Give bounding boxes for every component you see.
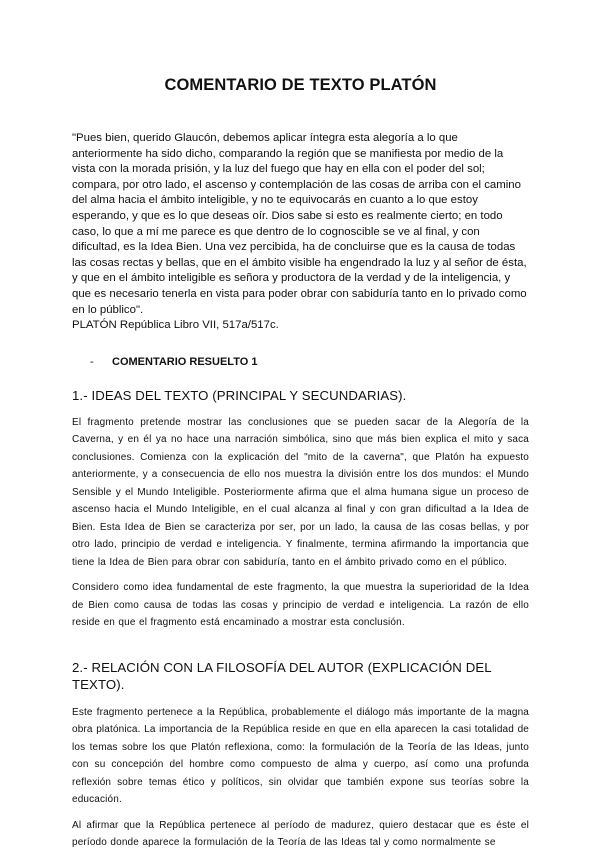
paragraph: El fragmento pretende mostrar las conclusiones que se pueden sacar de la Alegoría de la Caverna, y en él ya no hace una narración simbólica, sino que más bien explica el mito y saca conclusiones. Comienza con la explicación del "mito de la caverna", que Platón ha expuesto anteriormente, y a consecuencia de ello nos muestra la división entre los dos mundos: el Mundo Sensible y el Mundo Inteligible. Posteriormente afirma que el alma humana sigue un proceso de ascenso hacia el Mundo Inteligible, en el cual alcanza al final y con gran dificultad a la Idea de Bien. Esta Idea de Bien se caracteriza por ser, por un lado, la causa de las cosas bellas, y por otro lado, principio de verdad e inteligencia. Y finalmente, termina afirmando la importancia que tiene la Idea de Bien para obrar con sabiduría, tanto en el ámbito privado como en el público. xyxy=(72,416,529,568)
quote-source: PLATÓN República Libro VII, 517a/517c. xyxy=(72,319,279,332)
bullet-dash: - xyxy=(90,355,94,368)
document-title: COMENTARIO DE TEXTO PLATÓN xyxy=(164,76,437,94)
subsection-label: COMENTARIO RESUELTO 1 xyxy=(112,355,258,368)
section-heading-ideas: 1.- IDEAS DEL TEXTO (PRINCIPAL Y SECUNDARIAS). xyxy=(72,387,407,403)
paragraph: Este fragmento pertenece a la República, probablemente el diálogo más importante de la magna obra platónica. La importancia de la República reside en que en ella aparecen la casi totalidad de los temas sobre los que Platón reflexiona, como: la formulación de la Teoría de las Ideas, junto con su concepción del hombre como compuesto de alma y cuerpo, así como una profunda reflexión sobre temas ético y políticos, sin olvidar que también expone sus teorías sobre la educación. xyxy=(72,706,529,806)
quoted-passage: "Pues bien, querido Glaucón, debemos aplicar íntegra esta alegoría a lo que anteriormente ha sido dicho, comparando la región que se manifiesta por medio de la vista con la morada prisión, y la luz del fuego que hay en ella con el poder del sol; compara, por otro lado, el ascenso y contemplación de las cosas de arriba con el camino del alma hacia el ámbito inteligible, y no te equivocarás en cuanto a lo que estoy esperando, y que es lo que deseas oír. Dios sabe si esto es realmente cierto; en todo caso, lo que a mí me parece es que dentro de lo cognoscible se ve al final, y con dificultad, es la Idea Bien. Una vez percibida, ha de concluirse que es la causa de todas las cosas rectas y bellas, que en el ámbito visible ha engendrado la luz y al señor de ésta, y que en el ámbito inteligible es señora y productora de la verdad y de la inteligencia, y que es necesario tenerla en vista para poder obrar con sabiduría tanto en lo privado como en lo público". xyxy=(72,132,527,316)
section-heading-relation: 2.- RELACIÓN CON LA FILOSOFÍA DEL AUTOR (EXPLICACIÓN DEL TEXTO). xyxy=(72,659,492,692)
paragraph: Al afirmar que la República pertenece al período de madurez, quiero destacar que es éste el período donde aparece la formulación de la Teoría de las Ideas tal y como normalmente se xyxy=(72,819,529,849)
subsection-heading xyxy=(90,355,529,369)
paragraph: Considero como idea fundamental de este fragmento, la que muestra la superioridad de la Idea de Bien como causa de todas las cosas y principio de verdad e inteligencia. La razón de ello reside en que el fragmento está encaminado a mostrar esta conclusión. xyxy=(72,582,529,629)
